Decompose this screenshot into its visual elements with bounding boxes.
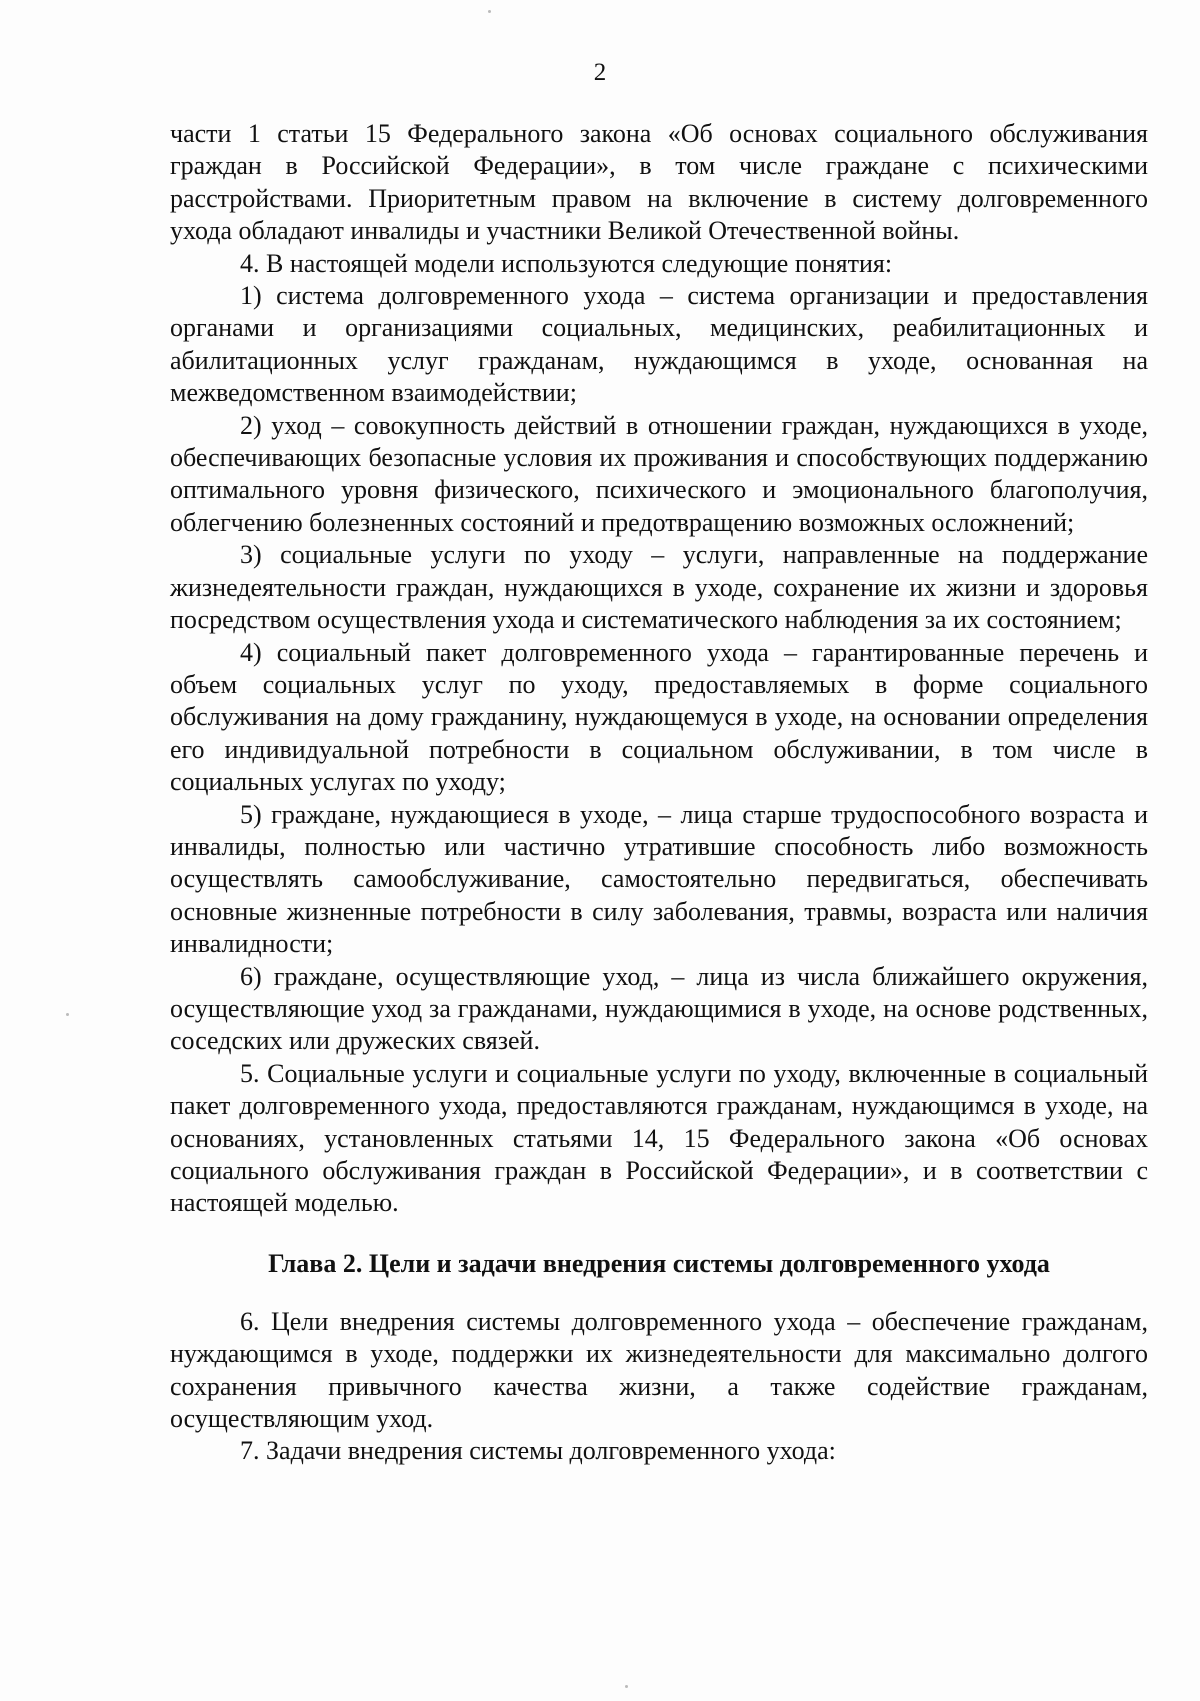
scan-speck xyxy=(625,1685,628,1688)
paragraph: 5. Социальные услуги и социальные услуги по уходу, включенные в социальный пакет долговременного ухода, предоставляются гражданам, нуждающимся в уходе, на основаниях, установленных статьями 14, 15 Федерального закона «Об основах социального обслуживания граждан в Российской Федерации», и в соответствии с настоящей моделью. xyxy=(170,1058,1148,1218)
paragraph: 7. Задачи внедрения системы долговременного ухода: xyxy=(240,1436,836,1466)
chapter-heading: Глава 2. Цели и задачи внедрения системы долговременного ухода xyxy=(268,1248,1050,1278)
paragraph: 3) социальные услуги по уходу – услуги, направленные на поддержание жизнедеятельности граждан, нуждающихся в уходе, сохранение их жизни и здоровья посредством осуществления ухода и систематического наблюдения за их состоянием; xyxy=(170,540,1148,635)
document-body xyxy=(170,118,1148,1468)
paragraph: 2) уход – совокупность действий в отношении граждан, нуждающихся в уходе, обеспечивающих безопасные условия их проживания и способствующих поддержанию оптимального уровня физического, психического и эмоционального благополучия, облегчению болезненных состояний и предотвращению возможных осложнений; xyxy=(170,410,1148,537)
paragraph: 5) граждане, нуждающиеся в уходе, – лица старше трудоспособного возраста и инвалиды, полностью или частично утратившие способность либо возможность осуществлять самообслуживание, самостоятельно передвигаться, обеспечивать основные жизненные потребности в силу заболевания, травмы, возраста или наличия инвалидности; xyxy=(170,799,1148,959)
paragraph: 6. Цели внедрения системы долговременного ухода – обеспечение гражданам, нуждающимся в уходе, поддержки их жизнедеятельности для максимально долгого сохранения привычного качества жизни, а также содействие гражданам, осуществляющим уход. xyxy=(170,1306,1148,1434)
page-number: 2 xyxy=(593,59,607,86)
paragraph: 6) граждане, осуществляющие уход, – лица из числа ближайшего окружения, осуществляющие уход за гражданами, нуждающимися в уходе, на основе родственных, соседских или дружеских связей. xyxy=(170,961,1148,1056)
paragraph: 4) социальный пакет долговременного ухода – гарантированные перечень и объем социальных услуг по уходу, предоставляемых в форме социального обслуживания на дому гражданину, нуждающемуся в уходе, на основании определения его индивидуальной потребности в социальном обслуживании, в том числе в социальных услугах по уходу; xyxy=(170,637,1148,797)
paragraph: 1) система долговременного ухода – система организации и предоставления органами и организациями социальных, медицинских, реабилитационных и абилитационных услуг гражданам, нуждающимся в уходе, основанная на межведомственном взаимодействии; xyxy=(170,281,1148,408)
paragraph: части 1 статьи 15 Федерального закона «Об основах социального обслуживания граждан в Российской Федерации», в том числе граждане с психическими расстройствами. Приоритетным правом на включение в систему долговременного ухода обладают инвалиды и участники Великой Отечественной войны. xyxy=(170,119,1148,246)
paragraph: 4. В настоящей модели используются следующие понятия: xyxy=(240,248,893,278)
chapter-section xyxy=(170,1306,1148,1468)
scan-speck xyxy=(66,1013,69,1016)
intro-section xyxy=(170,118,1148,1220)
scan-speck xyxy=(488,10,491,13)
